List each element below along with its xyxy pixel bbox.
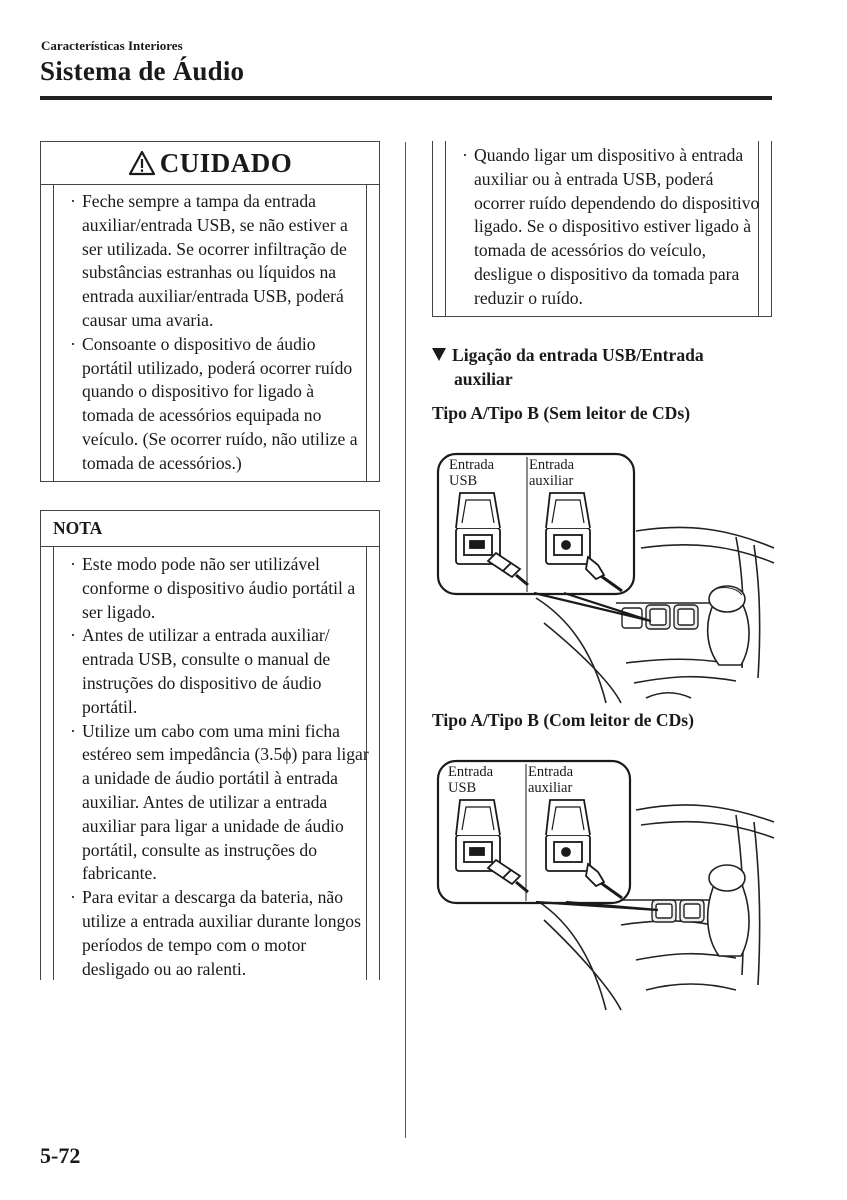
section-label: Características Interiores: [41, 38, 183, 53]
note-box: [40, 510, 380, 980]
figure-heading: Tipo A/Tipo B (Sem leitor de CDs): [432, 403, 691, 423]
caution-item: · Quando ligar um dispositivo à entrada auxiliar ou à entrada USB, poderá ocorrer ruído dependendo do dispositivo ligado. Se o dispositivo estiver ligado à tomada de acessórios do veículo, desligue o dispositivo da tomada para reduzir o ruído.: [447, 144, 765, 311]
caution-item: · Feche sempre a tampa da entrada auxiliar/entrada USB, se não estiver a ser utilizada. Se ocorrer infiltração de substâncias estranhas ou líquidos na entrada auxiliar/entrada USB, poderá causar uma avaria.: [55, 190, 369, 333]
page-number: 5-72: [40, 1143, 81, 1168]
title-rule: [40, 96, 772, 100]
caution-continuation-box: [432, 141, 772, 317]
note-item: · Para evitar a descarga da bateria, não utilize a entrada auxiliar durante longos períodos de tempo com o motor desligado ou ao ralenti.: [55, 886, 369, 981]
triangle-bullet-icon: [432, 348, 446, 361]
note-list: [55, 553, 369, 981]
usb-input-label: Entrada USB: [449, 457, 495, 489]
page-title: Sistema de Áudio: [40, 56, 245, 86]
note-label: NOTA: [41, 511, 379, 547]
warning-icon: [128, 150, 156, 176]
caution-continuation-list: [447, 144, 765, 311]
note-item: · Antes de utilizar a entrada auxiliar/ entrada USB, consulte o manual de instruções do dispositivo de áudio portátil.: [55, 624, 369, 719]
aux-input-label: Entrada auxiliar: [529, 457, 575, 489]
caution-item: · Consoante o dispositivo de áudio portátil utilizado, poderá ocorrer ruído quando o dispositivo for ligado à tomada de acessórios equipada no veículo. (Se ocorrer ruído, não utilize a tomada de acessórios.): [55, 333, 369, 476]
caution-list: [55, 190, 369, 476]
usb-aux-figure: [436, 453, 776, 703]
aux-input-label: Entrada auxiliar: [528, 764, 574, 796]
usb-input-label: Entrada USB: [448, 764, 494, 796]
note-item: · Este modo pode não ser utilizável conforme o dispositivo áudio portátil a ser ligado.: [55, 553, 369, 624]
caution-box: [40, 141, 380, 482]
note-item: · Utilize um cabo com uma mini ficha estéreo sem impedância (3.5ϕ) para ligar a unidade de áudio portátil à entrada auxiliar. Antes de utilizar a entrada auxiliar para ligar a unidade de áudio portátil, consulte as instruções do fabricante.: [55, 720, 369, 887]
usb-aux-figure: [436, 760, 776, 1010]
caution-header: [41, 142, 379, 185]
column-divider: [405, 142, 406, 1138]
connection-heading: Ligação da entrada USB/Entrada auxiliar: [432, 343, 704, 391]
caution-label: CUIDADO: [159, 147, 293, 178]
figure-heading: Tipo A/Tipo B (Com leitor de CDs): [432, 710, 694, 730]
